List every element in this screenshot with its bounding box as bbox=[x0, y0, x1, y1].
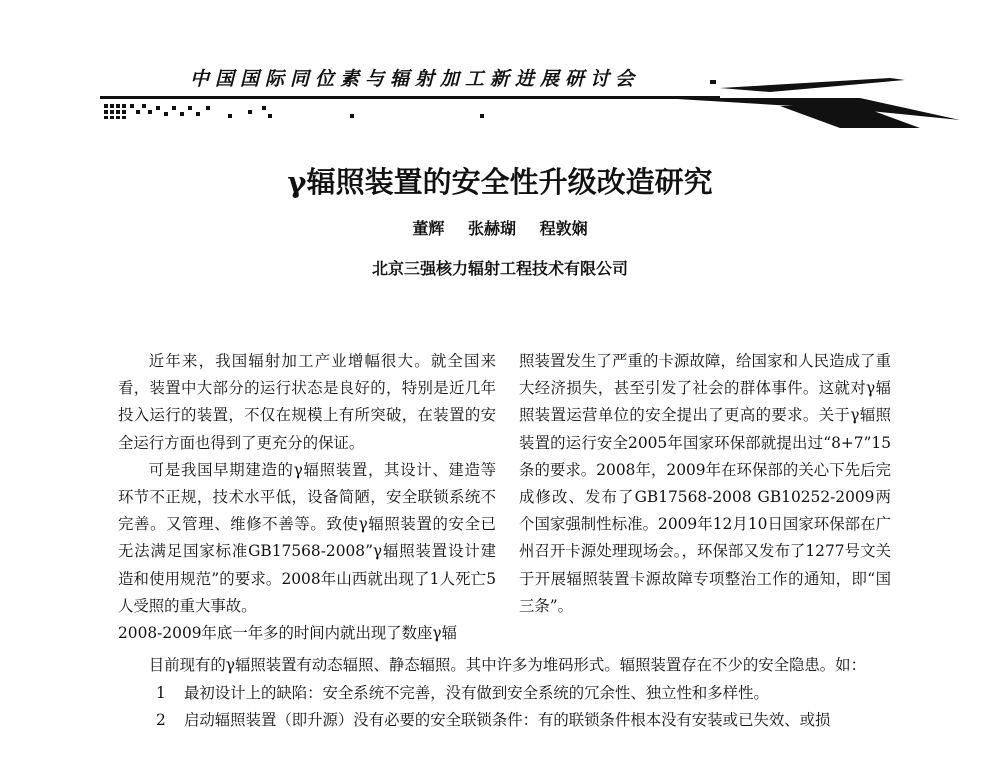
paragraph: 可是我国早期建造的γ辐照装置，其设计、建造等环节不正规，技术水平低，设备简陋，安全联锁系统不完善。又管理、维修不善等。致使γ辐照装置的安全已无法满足国家标准GB17568-2008”γ辐照装置设计建造和使用规范”的要求。2008年山西就出现了1人死亡5人受照的重大事故。 bbox=[118, 460, 496, 615]
paragraph: 目前现有的γ辐照装置有动态辐照、静态辐照。其中许多为堆码形式。辐照装置存在不少的安全隐患。如： bbox=[148, 656, 866, 674]
author-name: 张赫瑚 bbox=[467, 219, 516, 238]
author-name: 董辉 bbox=[412, 219, 445, 238]
list-text: 最初设计上的缺陷：安全系统不完善，没有做到安全系统的冗余性、独立性和多样性。 bbox=[184, 683, 769, 702]
list-number: 1 bbox=[156, 683, 166, 702]
list-item bbox=[118, 680, 892, 708]
list-text: 启动辐照装置（即升源）没有必要的安全联锁条件：有的联锁条件根本没有安装或已失效、或损 bbox=[184, 711, 831, 729]
author-name: 程敦娴 bbox=[539, 219, 588, 238]
header-decoration bbox=[0, 70, 1000, 140]
paragraph: 2008-2009年底一年多的时间内就出现了数座γ辐 bbox=[118, 624, 457, 643]
paragraph: 照装置发生了严重的卡源故障，给国家和人民造成了重大经济损失，甚至引发了社会的群体事件。这就对γ辐照装置运营单位的安全提出了更高的要求。关于γ辐照装置的运行安全2005年国家环保部就提出过“8+7”15条的要求。2008年，2009年在环保部的关心下先后完成修改、发布了GB17568-2008 GB10252-2009两个国家强制性标准。2009年12月10日国家环保部在广州召开卡源处理现场会。，环保部又发布了1277号文关于开展辐照装置卡源故障专项整治工作的通知，即“国三条”。 bbox=[519, 352, 891, 615]
list-number: 2 bbox=[156, 711, 166, 729]
dot-pattern bbox=[104, 104, 484, 119]
left-column bbox=[118, 348, 496, 647]
header-rule bbox=[100, 96, 720, 99]
list-item bbox=[118, 707, 892, 735]
right-column bbox=[519, 348, 891, 620]
paragraph: 近年来，我国辐射加工产业增幅很大。就全国来看，装置中大部分的运行状态是良好的，特别是近几年投入运行的装置，不仅在规模上有所突破，在装置的安全运行方面也得到了更充分的保证。 bbox=[118, 352, 496, 452]
swoosh-upper bbox=[720, 78, 905, 92]
full-width-section bbox=[118, 652, 892, 735]
affiliation: 北京三强核力辐射工程技术有限公司 bbox=[371, 259, 628, 278]
paper-title: γ辐照装置的安全性升级改造研究 bbox=[287, 165, 713, 199]
conference-header: 中国国际同位素与辐射加工新进展研讨会 bbox=[190, 68, 641, 90]
authors bbox=[0, 216, 1000, 239]
